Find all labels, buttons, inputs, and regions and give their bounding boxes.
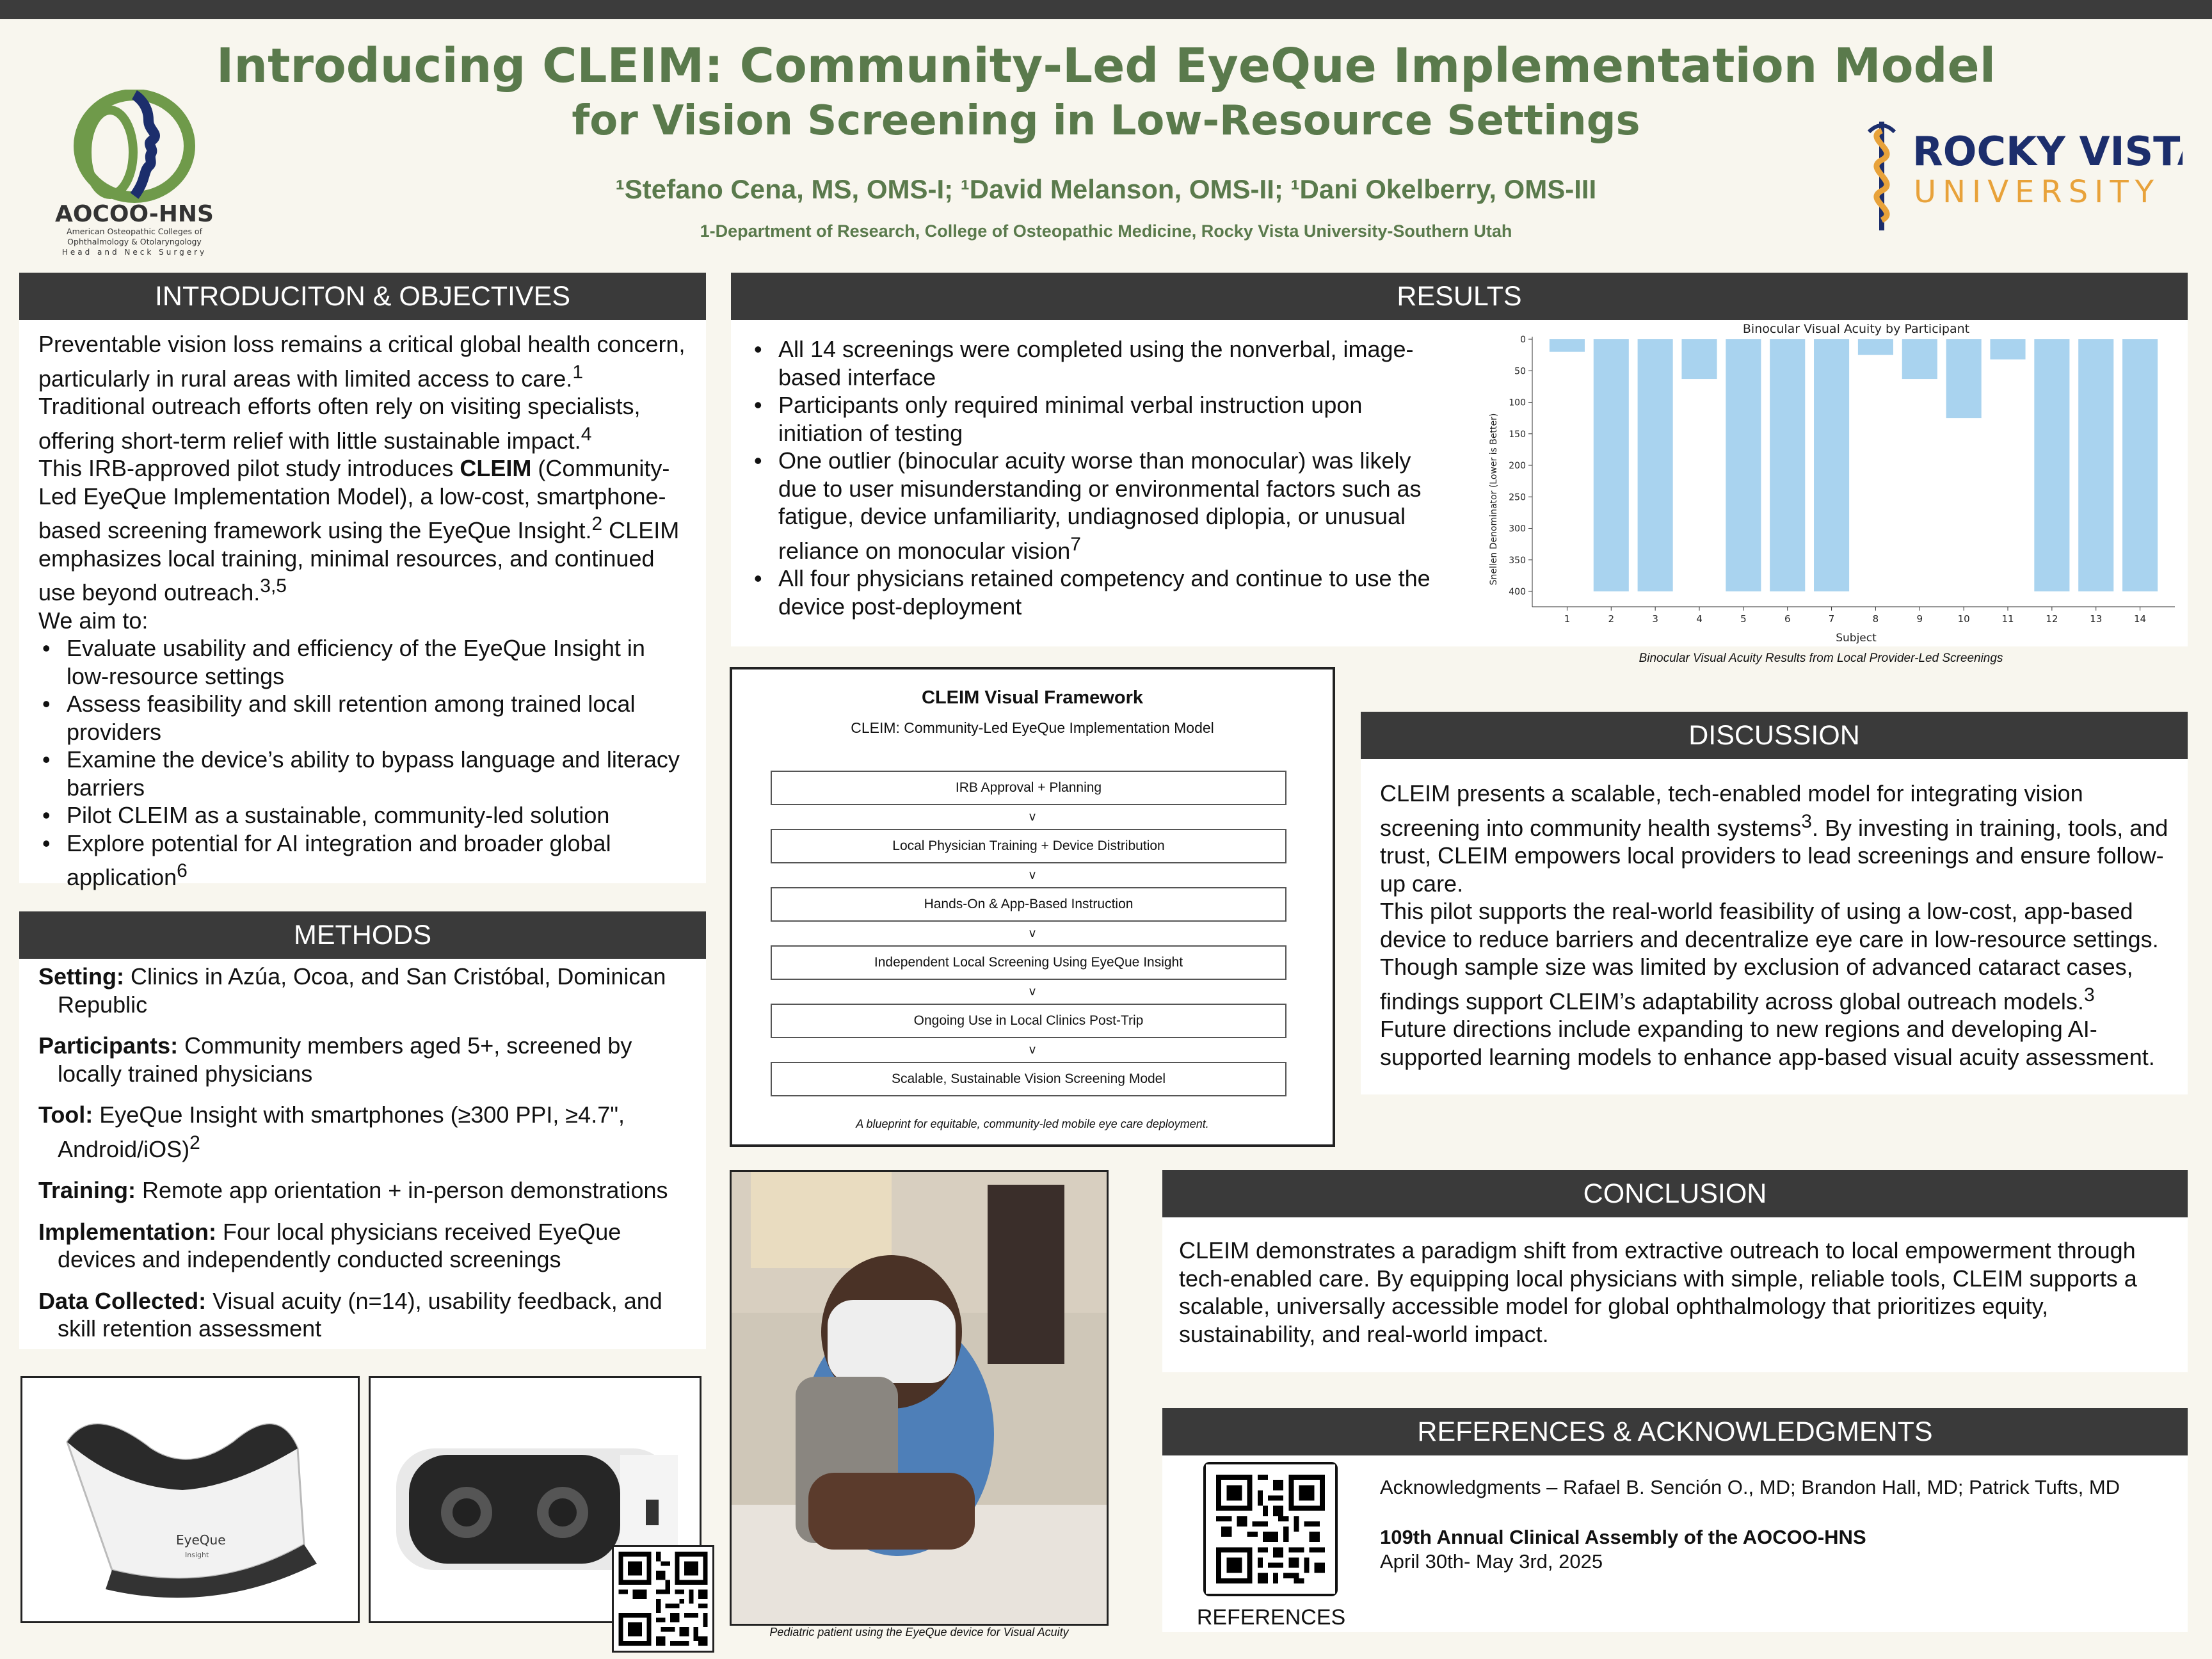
- result-citation: 7: [1070, 533, 1081, 555]
- intro-paragraph-2: [38, 392, 687, 454]
- intro-p1-citation: 1: [572, 361, 583, 383]
- chart-y-tick-label: 400: [1509, 587, 1526, 597]
- objectives-list: [38, 634, 687, 892]
- methods-data-text: Visual acuity (n=14), usability feedback, and skill retention assessment: [58, 1287, 662, 1342]
- methods-setting-text: Clinics in Azúa, Ocoa, and San Cristóbal, Dominican Republic: [58, 963, 666, 1018]
- result-item: [750, 565, 1435, 620]
- results-list: [750, 335, 1435, 620]
- objective-item: [38, 830, 687, 892]
- references-panel: [1162, 1455, 2188, 1632]
- discussion-p1-text-b: . By investing in training, tools, and trust, CLEIM empowers local providers to lead screenings and ensure follow-up care.: [1380, 814, 2168, 897]
- framework-step-5: Ongoing Use in Local Clinics Post-Trip: [771, 1004, 1286, 1038]
- methods-participants: [38, 1032, 687, 1087]
- chart-y-tick-label: 300: [1509, 524, 1526, 534]
- result-item: [750, 447, 1435, 565]
- objective-item: [38, 634, 687, 690]
- methods-tool: [38, 1101, 687, 1163]
- chart-bar-12: [2034, 339, 2069, 591]
- logo-left-sub2: Ophthalmology & Otolaryngology: [67, 237, 202, 246]
- chart-x-tick-label: 3: [1652, 613, 1658, 625]
- objective-item: [38, 801, 687, 830]
- chart-bar-9: [1902, 339, 1937, 379]
- intro-p3-bold: CLEIM: [460, 455, 532, 481]
- result-text: All 14 screenings were completed using the nonverbal, image-based interface: [778, 336, 1414, 390]
- methods-training-label: Training:: [38, 1177, 136, 1203]
- conclusion-panel: [1162, 1217, 2188, 1372]
- methods-setting-label: Setting:: [38, 963, 124, 990]
- patient-photo: [730, 1170, 1109, 1626]
- methods-tool-text: EyeQue Insight with smartphones (≥300 PPI, ≥4.7", Android/iOS): [58, 1102, 625, 1162]
- chart-y-tick-label: 150: [1509, 429, 1526, 440]
- acknowledgments-text: Acknowledgments – Rafael B. Sención O., MD; Brandon Hall, MD; Patrick Tufts, MD: [1380, 1476, 2120, 1498]
- result-text: All four physicians retained competency and continue to use the device post-deployment: [778, 565, 1431, 620]
- objective-text: Pilot CLEIM as a sustainable, community-led solution: [67, 802, 610, 828]
- result-item: [750, 335, 1435, 391]
- framework-arrow-1: v: [1029, 810, 1036, 824]
- chart-x-tick-label: 4: [1696, 613, 1703, 625]
- logo-right-line1: ROCKY VISTA: [1912, 128, 2183, 175]
- device-model-text: Insight: [185, 1551, 209, 1559]
- framework-step-2: Local Physician Training + Device Distribution: [771, 829, 1286, 863]
- framework-step-1: IRB Approval + Planning: [771, 771, 1286, 805]
- cleim-framework-diagram: [730, 667, 1335, 1147]
- logo-right-line2: UNIVERSITY: [1914, 174, 2160, 210]
- chart-y-tick-label: 100: [1509, 397, 1526, 408]
- framework-caption: A blueprint for equitable, community-led mobile eye care deployment.: [856, 1118, 1209, 1130]
- chart-bar-11: [1990, 339, 2025, 360]
- results-panel: [731, 320, 1454, 646]
- results-heading: RESULTS: [731, 273, 2188, 320]
- discussion-paragraph-1: [1380, 780, 2168, 897]
- objective-citation: 6: [177, 860, 188, 881]
- methods-heading: METHODS: [19, 911, 706, 959]
- methods-data-collected: [38, 1287, 687, 1343]
- chart-x-tick-label: 14: [2134, 613, 2147, 625]
- poster-title-line2: for Vision Screening in Low-Resource Settings: [572, 97, 1640, 145]
- chart-bar-10: [1946, 339, 1982, 418]
- framework-arrow-4: v: [1029, 985, 1036, 998]
- chart-bar-5: [1726, 339, 1761, 591]
- methods-setting: [38, 963, 687, 1018]
- patient-caption: Pediatric patient using the EyeQue device for Visual Acuity: [769, 1626, 1069, 1639]
- result-item: [750, 391, 1435, 447]
- chart-y-tick-label: 250: [1509, 492, 1526, 503]
- logo-left-sub3: Head and Neck Surgery: [61, 248, 207, 256]
- intro-p1-text: Preventable vision loss remains a critical global health concern, particularly in rural areas with limited access to care.: [38, 331, 685, 392]
- conclusion-text: CLEIM demonstrates a paradigm shift from extractive outreach to local empowerment through tech-enabled care. By equipping local physicians with simple, reliable tools, CLEIM supports a scalable, universally accessible model for global ophthalmology that prioritizes equity, sustainability, and real-world impact.: [1179, 1237, 2137, 1347]
- intro-p2-text: Traditional outreach efforts often rely on visiting specialists, offering short-term relief with little sustainable impact.: [38, 393, 641, 454]
- framework-step-4: Independent Local Screening Using EyeQue Insight: [771, 945, 1286, 980]
- chart-y-tick-label: 0: [1520, 335, 1526, 345]
- chart-y-tick-label: 350: [1509, 555, 1526, 566]
- framework-subtitle: CLEIM: Community-Led EyeQue Implementation Model: [851, 719, 1214, 736]
- framework-arrow-5: v: [1029, 1043, 1036, 1057]
- framework-title: CLEIM Visual Framework: [922, 687, 1143, 708]
- methods-training: [38, 1176, 687, 1205]
- intro-p2-citation: 4: [581, 423, 592, 445]
- small-qr-code[interactable]: [612, 1545, 714, 1653]
- chart-x-tick-label: 13: [2090, 613, 2103, 625]
- authors: ¹Stefano Cena, MS, OMS-I; ¹David Melanson, OMS-II; ¹Dani Okelberry, OMS-III: [615, 174, 1597, 204]
- objective-text: Assess feasibility and skill retention among trained local providers: [67, 691, 636, 745]
- discussion-paragraph-2: [1380, 897, 2168, 1015]
- chart-caption: Binocular Visual Acuity Results from Local Provider-Led Screenings: [1639, 652, 2003, 665]
- discussion-heading: DISCUSSION: [1361, 712, 2188, 759]
- methods-data-label: Data Collected:: [38, 1287, 207, 1314]
- framework-step-6: Scalable, Sustainable Vision Screening Model: [771, 1062, 1286, 1096]
- chart-bar-2: [1594, 339, 1629, 591]
- intro-p3-text-b: (Community-Led EyeQue Implementation Model), a low-cost, smartphone-based screening framework using the EyeQue Insight.: [38, 455, 670, 543]
- methods-tool-citation: 2: [189, 1132, 200, 1153]
- intro-p3-text-a: This IRB-approved pilot study introduces: [38, 455, 460, 481]
- discussion-paragraph-3: Future directions include expanding to new regions and developing AI-supported learning models to enhance app-based visual acuity assessment.: [1380, 1016, 2155, 1070]
- methods-implementation-text: Four local physicians received EyeQue devices and independently conducted screenings: [58, 1218, 621, 1272]
- discussion-p1-text-a: CLEIM presents a scalable, tech-enabled model for integrating vision screening into community health systems: [1380, 780, 2083, 841]
- chart-bar-8: [1858, 339, 1893, 355]
- chart-y-tick-label: 200: [1509, 461, 1526, 471]
- references-heading: REFERENCES & ACKNOWLEDGMENTS: [1162, 1408, 2188, 1455]
- methods-panel: [19, 959, 706, 1349]
- chart-bar-13: [2078, 339, 2113, 591]
- chart-y-axis-label: Snellen Denominator (Lower is Better): [1489, 413, 1499, 586]
- chart-bar-6: [1770, 339, 1805, 591]
- methods-participants-label: Participants:: [38, 1032, 179, 1059]
- intro-p3-text-c: CLEIM emphasizes local training, minimal resources, and continued use beyond outreach.: [38, 517, 680, 605]
- logo-left-name: AOCOO-HNS: [55, 201, 214, 227]
- acuity-bar-chart: [1454, 320, 2188, 646]
- chart-x-axis-label: Subject: [1836, 632, 1877, 645]
- objective-text: Examine the device’s ability to bypass language and literacy barriers: [67, 746, 680, 801]
- top-bar: [0, 0, 2212, 19]
- methods-participants-text: Community members aged 5+, screened by locally trained physicians: [58, 1032, 632, 1087]
- intro-p3-citation: 2: [591, 513, 603, 534]
- affiliation: 1-Department of Research, College of Osteopathic Medicine, Rocky Vista University-Southern Utah: [700, 221, 1512, 241]
- chart-x-tick-label: 7: [1828, 613, 1835, 625]
- intro-paragraph-1: [38, 330, 687, 392]
- chart-x-tick-label: 2: [1608, 613, 1615, 625]
- chart-x-tick-label: 1: [1564, 613, 1571, 625]
- intro-p3-citation-2: 3,5: [260, 575, 287, 597]
- discussion-p2-text: This pilot supports the real-world feasibility of using a low-cost, app-based device to reduce barriers and decentralize eye care in low-resource settings. Though sample size was limited by exclusion of advanced cataract cases, findings support CLEIM’s adaptability across global outreach models.: [1380, 898, 2159, 1014]
- chart-x-tick-label: 10: [1957, 613, 1970, 625]
- chart-bar-14: [2122, 339, 2158, 591]
- objective-item: [38, 690, 687, 746]
- chart-bar-3: [1638, 339, 1673, 591]
- references-qr-label: REFERENCES: [1196, 1605, 1346, 1630]
- objective-item: [38, 746, 687, 801]
- poster-title-line1: Introducing CLEIM: Community-Led EyeQue Implementation Model: [216, 38, 1996, 93]
- chart-panel: [1454, 320, 2188, 646]
- chart-x-tick-label: 5: [1740, 613, 1747, 625]
- assembly-title: 109th Annual Clinical Assembly of the AOCOO-HNS: [1380, 1526, 1866, 1548]
- device-photo-front: [20, 1376, 360, 1623]
- result-text: One outlier (binocular acuity worse than monocular) was likely due to user misunderstanding or environmental factors such as fatigue, device unfamiliarity, undiagnosed diplopia, or unusual reliance on monocular vision: [778, 447, 1422, 564]
- methods-tool-label: Tool:: [38, 1102, 93, 1128]
- device-brand-text: EyeQue: [176, 1532, 226, 1548]
- objective-text: Evaluate usability and efficiency of the EyeQue Insight in low-resource settings: [67, 635, 645, 689]
- chart-bar-4: [1681, 339, 1717, 379]
- logo-left-sub1: American Osteopathic Colleges of: [67, 227, 202, 236]
- methods-training-text: Remote app orientation + in-person demonstrations: [136, 1177, 668, 1203]
- framework-arrow-3: v: [1029, 927, 1036, 940]
- chart-x-tick-label: 11: [2001, 613, 2014, 625]
- methods-implementation: [38, 1218, 687, 1274]
- framework-step-3: Hands-On & App-Based Instruction: [771, 887, 1286, 922]
- objective-text: Explore potential for AI integration and broader global application: [67, 830, 611, 890]
- discussion-p1-citation: 3: [1801, 810, 1812, 832]
- chart-x-tick-label: 9: [1916, 613, 1923, 625]
- conclusion-heading: CONCLUSION: [1162, 1170, 2188, 1217]
- result-text: Participants only required minimal verbal instruction upon initiation of testing: [778, 392, 1363, 446]
- chart-bar-1: [1550, 339, 1585, 352]
- chart-x-tick-label: 6: [1784, 613, 1791, 625]
- chart-x-tick-label: 8: [1872, 613, 1879, 625]
- intro-aim: We aim to:: [38, 607, 148, 634]
- discussion-panel: [1361, 759, 2188, 1094]
- discussion-p2-citation: 3: [2083, 984, 2095, 1006]
- references-qr-code[interactable]: [1203, 1462, 1338, 1596]
- intro-paragraph-3: [38, 454, 687, 607]
- chart-x-tick-label: 12: [2046, 613, 2058, 625]
- intro-heading: INTRODUCITON & OBJECTIVES: [19, 273, 706, 320]
- intro-panel: [19, 320, 706, 890]
- methods-implementation-label: Implementation:: [38, 1218, 217, 1245]
- chart-title: Binocular Visual Acuity by Participant: [1742, 322, 1970, 336]
- assembly-dates: April 30th- May 3rd, 2025: [1380, 1550, 1603, 1573]
- framework-arrow-2: v: [1029, 869, 1036, 882]
- chart-y-tick-label: 50: [1514, 366, 1526, 377]
- chart-bar-7: [1814, 339, 1849, 591]
